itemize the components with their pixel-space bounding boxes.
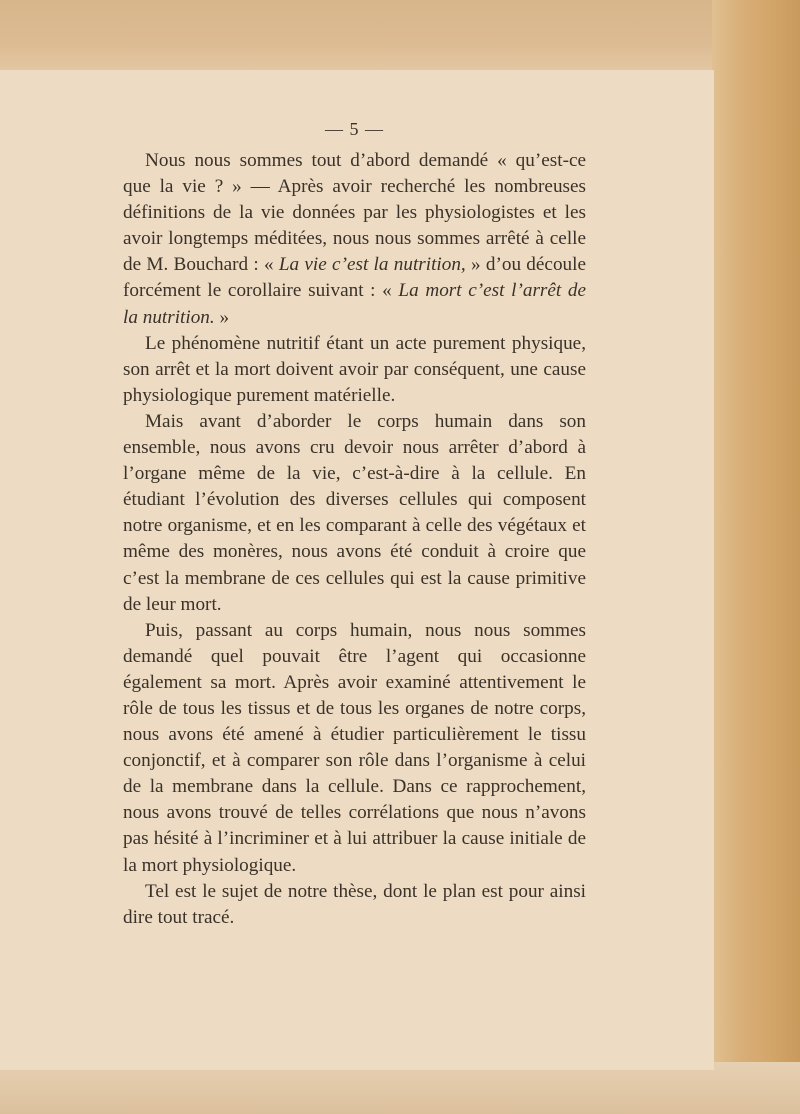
text-block: [123, 116, 586, 931]
text-segment: Le phénomène nutritif étant un acte purement physique, son arrêt et la mort doivent avoir par conséquent, une cause physiologique purement matérielle.: [123, 332, 586, 406]
text-segment: Nous nous sommes tout d’abord demandé « qu’est-ce que la vie ? » — Après avoir recherché les nombreuses définitions de la vie données par les physiologistes et les avoir longtemps méditées, nous nous sommes arrêté à celle de M. Bouchard : «: [123, 150, 586, 276]
paragraph-list: [123, 148, 586, 931]
paragraph: [123, 618, 586, 879]
text-segment: Puis, passant au corps humain, nous nous sommes demandé quel pouvait être l’agent qui occasionne également sa mort. Après avoir examiné attentivement le rôle de tous les tissus et de tous les organes de notre corps, nous avons été amené à étudier particulièrement le tissu conjonctif, et à comparer son rôle dans l’organisme à celui de la membrane dans la cellule. Dans ce rapprochement, nous avons trouvé de telles corrélations que nous n’avons pas hésité à l’incriminer et à lui attribuer la cause initiale de la mort physiologique.: [123, 619, 586, 876]
italic-text-segment: La mort c’est l’arrêt de la nutrition.: [123, 280, 586, 328]
scan-top-edge: [0, 0, 800, 72]
paragraph: [123, 331, 586, 409]
paragraph: [123, 409, 586, 618]
text-segment: Mais avant d’aborder le corps humain dans son ensemble, nous avons cru devoir nous arrêter d’abord à l’organe même de la vie, c’est-à-dire à la cellule. En étudiant l’évolution des diverses cellules qui composent notre organisme, et en les comparant à celle des végétaux et même des monères, nous avons été conduit à croire que c’est la membrane de ces cellules qui est la cause primitive de leur mort.: [123, 410, 586, 615]
text-segment: Tel est le sujet de notre thèse, dont le plan est pour ainsi dire tout tracé.: [123, 880, 586, 928]
paragraph: [123, 879, 586, 931]
paragraph: [123, 148, 586, 331]
scan-right-edge: [712, 0, 800, 1114]
text-segment: » d’ou découle forcément le corollaire suivant : «: [123, 254, 586, 302]
text-segment: »: [214, 306, 230, 328]
italic-text-segment: La vie c’est la nutrition,: [278, 254, 466, 276]
page-number: — 5 —: [325, 119, 384, 139]
